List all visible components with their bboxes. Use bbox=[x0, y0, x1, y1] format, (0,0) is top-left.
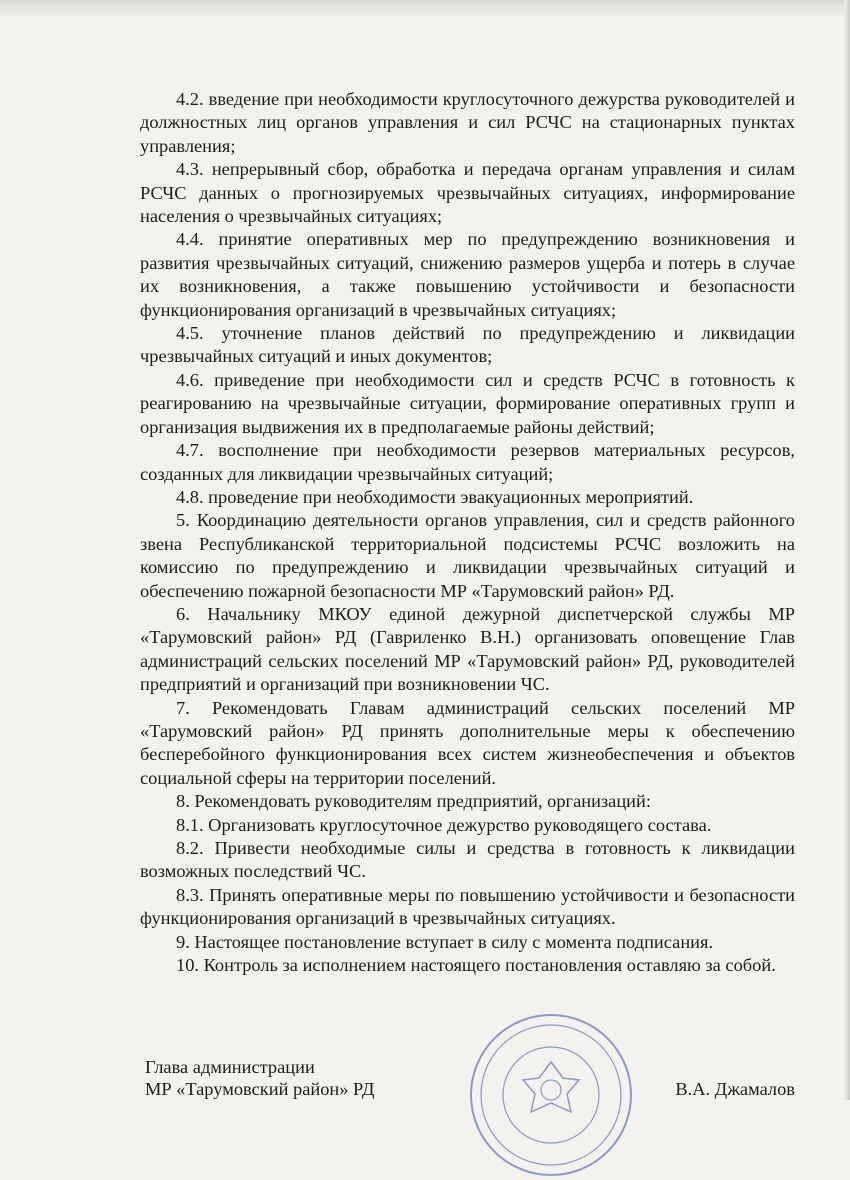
paragraph-4-6: 4.6. приведение при необходимости сил и средств РСЧС в готовность к реагированию на чрезвычайные ситуации, формирование оперативных групп и организация выдвижения их в предполагаемые районы действий; bbox=[140, 369, 795, 437]
paragraph-10: 10. Контроль за исполнением настоящего постановления оставляю за собой. bbox=[176, 955, 776, 976]
signatory-name: В.А. Джамалов bbox=[675, 1079, 795, 1099]
paragraph-8-2: 8.2. Привести необходимые силы и средства в готовность к ликвидации возможных последствий ЧС. bbox=[140, 838, 795, 882]
paragraph-4-2: 4.2. введение при необходимости круглосуточного дежурства руководителей и должностных лиц органов управления и сил РСЧС на стационарных пунктах управления; bbox=[140, 89, 795, 156]
signatory-title-line1: Глава администрации bbox=[145, 1057, 315, 1077]
paragraph-4-8: 4.8. проведение при необходимости эвакуационных мероприятий. bbox=[176, 486, 694, 507]
paragraph-4-4: 4.4. принятие оперативных мер по предупреждению возникновения и развития чрезвычайных ситуаций, снижению размеров ущерба и потерь в случае их возникновения, а также повышению устойчивости и безопасности функционирования организаций в чрезвычайных ситуациях; bbox=[140, 229, 795, 320]
signature-block bbox=[145, 1056, 795, 1100]
paragraph-8-1: 8.1. Организовать круглосуточное дежурство руководящего состава. bbox=[176, 814, 712, 835]
document-body bbox=[140, 88, 795, 977]
signatory-title-line2: МР «Тарумовский район» РД bbox=[145, 1079, 375, 1099]
paragraph-7: 7. Рекомендовать Главам администраций сельских поселений МР «Тарумовский район» РД принять дополнительные меры к обеспечению бесперебойного функционирования всех систем жизнеобеспечения и объектов социальной сферы на территории поселений. bbox=[140, 697, 795, 788]
paragraph-6: 6. Начальнику МКОУ единой дежурной диспетчерской службы МР «Тарумовский район» РД (Гавриленко В.Н.) организовать оповещение Глав администраций сельских поселений МР «Тарумовский район» РД, руководителей предприятий и организаций при возникновении ЧС. bbox=[140, 603, 795, 695]
paragraph-8-3: 8.3. Принять оперативные меры по повышению устойчивости и безопасности функционирования организаций в чрезвычайных ситуациях. bbox=[140, 884, 795, 929]
paragraph-9: 9. Настоящее постановление вступает в силу с момента подписания. bbox=[176, 931, 714, 952]
paragraph-5: 5. Координацию деятельности органов управления, сил и средств районного звена Республиканской территориальной подсистемы РСЧС возложить на комиссию по предупреждению и ликвидации чрезвычайных ситуаций и обеспечению пожарной безопасности МР «Тарумовский район» РД. bbox=[140, 510, 795, 601]
page-top-edge bbox=[0, 0, 850, 18]
page-right-edge bbox=[844, 0, 850, 1100]
paragraph-4-7: 4.7. восполнение при необходимости резервов материальных ресурсов, созданных для ликвидации чрезвычайных ситуаций; bbox=[140, 440, 795, 484]
paragraph-4-5: 4.5. уточнение планов действий по предупреждению и ликвидации чрезвычайных ситуаций и иных документов; bbox=[140, 323, 795, 367]
paragraph-4-3: 4.3. непрерывный сбор, обработка и передача органам управления и силам РСЧС данных о прогнозируемых чрезвычайных ситуациях, информирование населения о чрезвычайных ситуациях; bbox=[140, 159, 795, 227]
paragraph-8: 8. Рекомендовать руководителям предприятий, организаций: bbox=[176, 791, 651, 812]
